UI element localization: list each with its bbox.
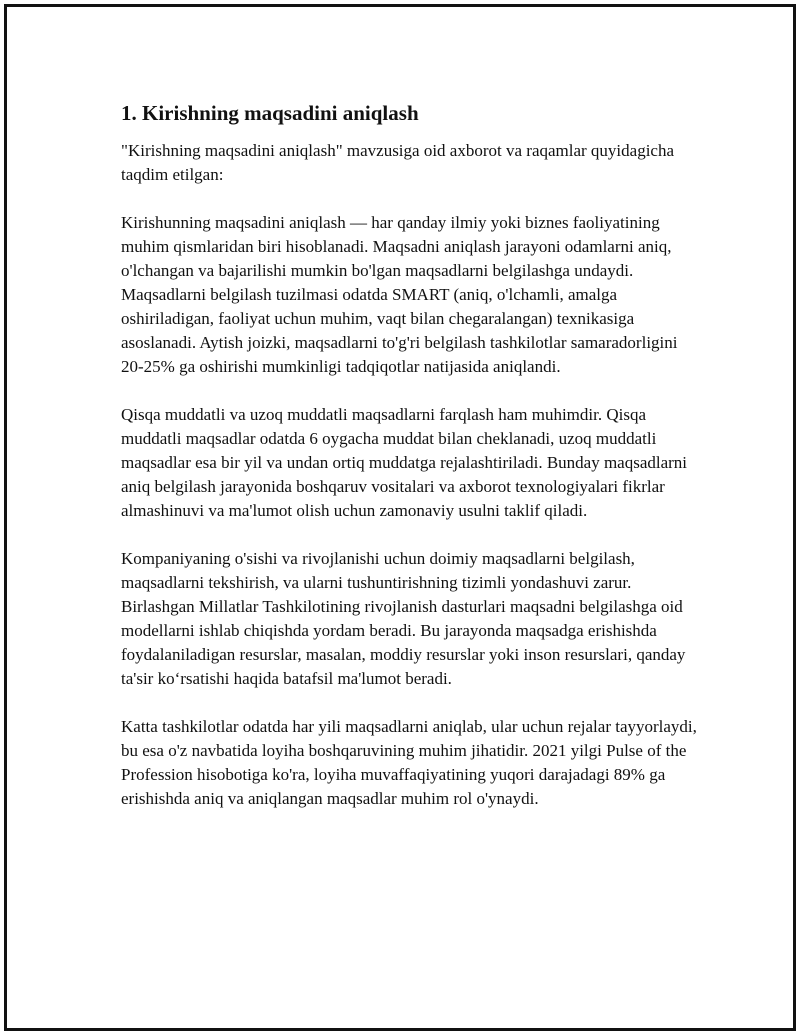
page-frame <box>4 4 796 1031</box>
document-body <box>121 99 701 835</box>
body-paragraph: Kirishunning maqsadini aniqlash — har qanday ilmiy yoki biznes faoliyatining muhim qismlaridan biri hisoblanadi. Maqsadni aniqlash jarayoni odamlarni aniq, o'lchangan va bajarilishi mumkin bo'lgan maqsadlarni belgilashga undaydi. Maqsadlarni belgilash tuzilmasi odatda SMART (aniq, o'lchamli, amalga oshiriladigan, faoliyat uchun muhim, vaqt bilan chegaralangan) texnikasiga asoslanadi. Aytish joizki, maqsadlarni to'g'ri belgilash tashkilotlar samaradorligini 20-25% ga oshirishi mumkinligi tadqiqotlar natijasida aniqlandi. <box>121 213 678 376</box>
intro-paragraph: "Kirishning maqsadini aniqlash" mavzusiga oid axborot va raqamlar quyidagicha taqdim etilgan: <box>121 141 675 184</box>
body-paragraph: Kompaniyaning o'sishi va rivojlanishi uchun doimiy maqsadlarni belgilash, maqsadlarni tekshirish, va ularni tushuntirishning tizimli yondashuvi zarur. Birlashgan Millatlar Tashkilotining rivojlanish dasturlari maqsadni belgilashga oid modellarni ishlab chiqishda yordam beradi. Bu jarayonda maqsadga erishishda foydalaniladigan resurslar, masalan, moddiy resurslar yoki inson resurslari, qanday ta'sir ko‘rsatishi haqida batafsil ma'lumot beradi. <box>121 549 686 688</box>
body-paragraph: Qisqa muddatli va uzoq muddatli maqsadlarni farqlash ham muhimdir. Qisqa muddatli maqsadlar odatda 6 oygacha muddat bilan cheklanadi, uzoq muddatli maqsadlar esa bir yil va undan ortiq muddatga rejalashtiriladi. Bunday maqsadlarni aniq belgilash jarayonida boshqaruv vositalari va axborot texnologiyalari fikrlar almashinuvi va ma'lumot olish uchun zamonaviy usulni taklif qiladi. <box>121 405 688 520</box>
body-paragraph: Katta tashkilotlar odatda har yili maqsadlarni aniqlab, ular uchun rejalar tayyorlaydi, bu esa o'z navbatida loyiha boshqaruvining muhim jihatidir. 2021 yilgi Pulse of the Profession hisobotiga ko'ra, loyiha muvaffaqiyatining yuqori darajadagi 89% ga erishishda aniq va aniqlangan maqsadlar muhim rol o'ynaydi. <box>121 717 697 808</box>
section-heading: 1. Kirishning maqsadini aniqlash <box>121 101 419 125</box>
